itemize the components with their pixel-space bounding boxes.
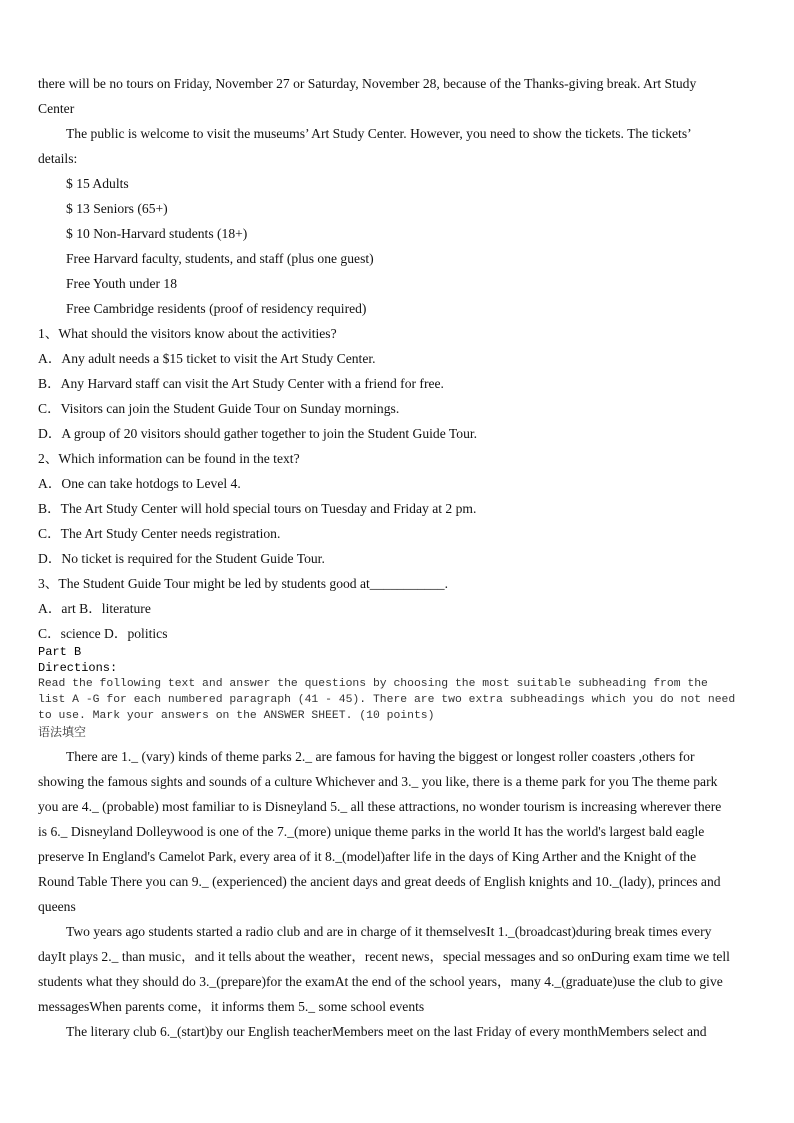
text-line: details: bbox=[38, 151, 78, 166]
directions-line: Read the following text and answer the questions by choosing the most suitable subheading from the bbox=[38, 678, 708, 690]
part-b-section bbox=[38, 644, 768, 740]
text-line: 3、The Student Guide Tour might be led by students good at___________. bbox=[38, 576, 448, 591]
text-line: D．No ticket is required for the Student Guide Tour. bbox=[38, 551, 325, 566]
text-line: Free Harvard faculty, students, and staff (plus one guest) bbox=[66, 251, 374, 266]
text-line: 2、Which information can be found in the text? bbox=[38, 451, 300, 466]
directions-label: Directions: bbox=[38, 661, 118, 675]
part-b-title: Part B bbox=[38, 645, 82, 659]
text-line: dayIt plays 2._ than music，and it tells about the weather，recent news，special messages and so onDuring exam time we tell bbox=[38, 949, 730, 964]
text-line: A．Any adult needs a $15 ticket to visit the Art Study Center. bbox=[38, 351, 376, 366]
text-line: messagesWhen parents come，it informs them 5._ some school events bbox=[38, 999, 425, 1014]
text-line: There are 1._ (vary) kinds of theme parks 2._ are famous for having the biggest or longest roller coasters ,others for bbox=[66, 749, 695, 764]
text-line: showing the famous sights and sounds of a culture Whichever and 3._ you like, there is a theme park for you The theme park bbox=[38, 774, 718, 789]
text-line: B．The Art Study Center will hold special tours on Tuesday and Friday at 2 pm. bbox=[38, 501, 477, 516]
text-line: you are 4._ (probable) most familiar to is Disneyland 5._ all these attractions, no wonder tourism is increasing wherever there bbox=[38, 799, 722, 814]
text-line: Center bbox=[38, 101, 75, 116]
text-line: is 6._ Disneyland Dolleywood is one of the 7._(more) unique theme parks in the world It has the world's largest bald eagle bbox=[38, 824, 705, 839]
text-line: The public is welcome to visit the museums’ Art Study Center. However, you need to show the tickets. The tickets’ bbox=[66, 126, 692, 141]
text-line: $ 10 Non-Harvard students (18+) bbox=[66, 226, 248, 241]
text-line: The literary club 6._(start)by our English teacherMembers meet on the last Friday of every monthMembers select and bbox=[66, 1024, 707, 1039]
text-line: D．A group of 20 visitors should gather together to join the Student Guide Tour. bbox=[38, 426, 478, 441]
reading-passage-section bbox=[38, 71, 768, 646]
directions-line: to use. Mark your answers on the ANSWER SHEET. (10 points) bbox=[38, 710, 435, 722]
text-line: A．One can take hotdogs to Level 4. bbox=[38, 476, 241, 491]
text-line: A．art B．literature bbox=[38, 601, 151, 616]
text-line: C．Visitors can join the Student Guide Tour on Sunday mornings. bbox=[38, 401, 400, 416]
grammar-fill-passage bbox=[38, 744, 768, 1044]
directions-line: list A -G for each numbered paragraph (41 - 45). There are two extra subheadings which you do not need bbox=[38, 694, 736, 706]
text-line: queens bbox=[38, 899, 76, 914]
text-line: $ 15 Adults bbox=[66, 176, 129, 191]
text-line: Two years ago students started a radio club and are in charge of it themselvesIt 1._(broadcast)during break times every bbox=[66, 924, 712, 939]
text-line: Free Youth under 18 bbox=[66, 276, 178, 291]
text-line: preserve In England's Camelot Park, every area of it 8._(model)after life in the days of King Arther and the Knight of the bbox=[38, 849, 697, 864]
text-line: Round Table There you can 9._ (experienced) the ancient days and great deeds of English knights and 10._(lady), princes and bbox=[38, 874, 721, 889]
text-line: Free Cambridge residents (proof of residency required) bbox=[66, 301, 367, 316]
text-line: C．science D．politics bbox=[38, 626, 168, 641]
text-line: there will be no tours on Friday, November 27 or Saturday, November 28, because of the Thanks-giving break. Art Study bbox=[38, 76, 697, 91]
text-line: C．The Art Study Center needs registration. bbox=[38, 526, 281, 541]
text-line: $ 13 Seniors (65+) bbox=[66, 201, 168, 216]
grammar-fill-heading: 语法填空 bbox=[38, 725, 87, 739]
text-line: students what they should do 3._(prepare)for the examAt the end of the school years，many 4._(graduate)use the club to give bbox=[38, 974, 723, 989]
text-line: 1、What should the visitors know about the activities? bbox=[38, 326, 337, 341]
text-line: B．Any Harvard staff can visit the Art Study Center with a friend for free. bbox=[38, 376, 444, 391]
